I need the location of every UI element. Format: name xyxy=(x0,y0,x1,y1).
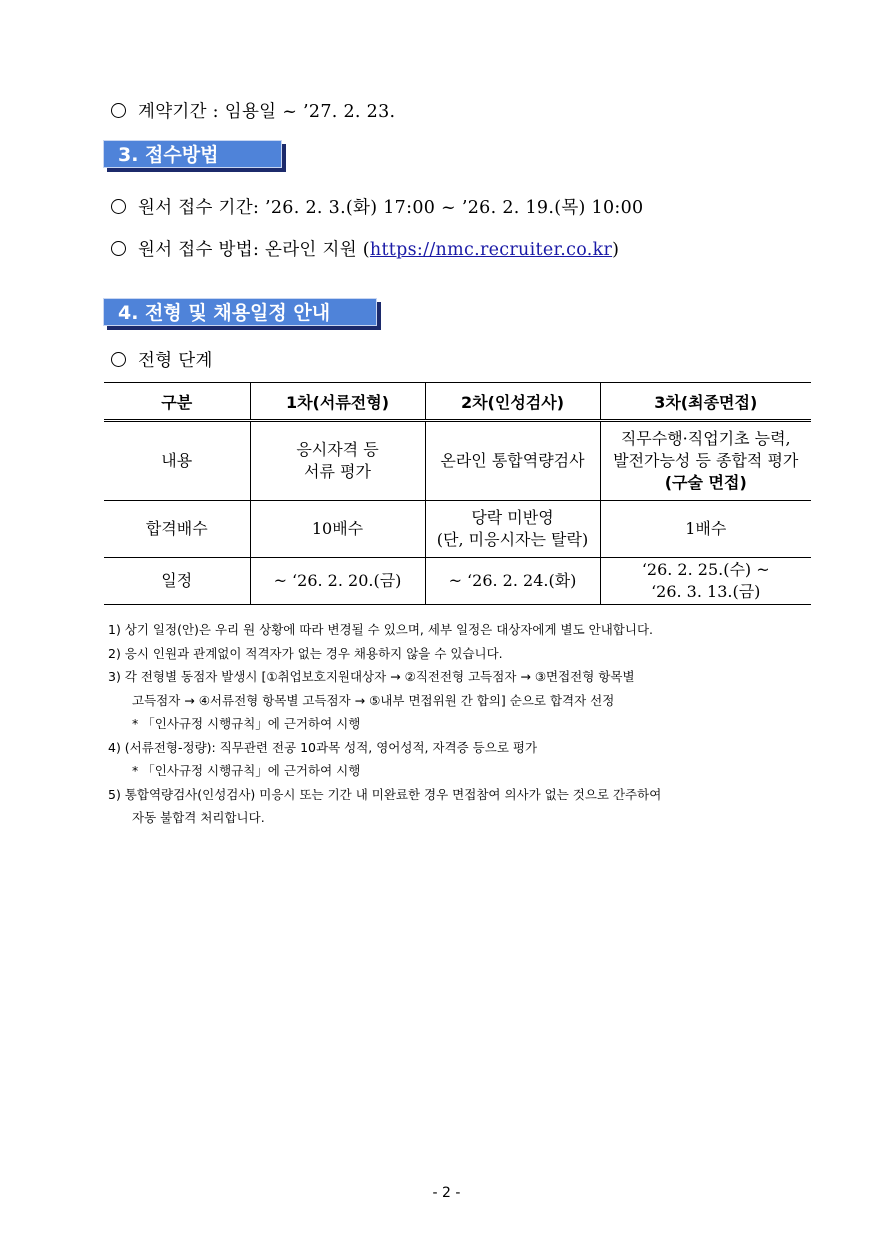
row-label-pass-ratio: 합격배수 xyxy=(104,501,250,558)
table-row xyxy=(104,501,811,558)
note-item: 4) (서류전형-정량): 직무관련 전공 10과목 성적, 영어성적, 자격증 등으로 평가 xyxy=(108,739,538,755)
cell-stage-1-ratio: 10배수 xyxy=(250,501,425,558)
header-stage-2: 2차(인성검사) xyxy=(425,383,600,421)
row-label-schedule: 일정 xyxy=(104,558,250,605)
table-header-row xyxy=(104,383,811,421)
section-4-title: 4. 전형 및 채용일정 안내 xyxy=(103,298,377,326)
note-item: 3) 각 전형별 동점자 발생시 [①취업보호지원대상자 → ②직전전형 고득점자 → ③면접전형 항목별 xyxy=(108,669,635,684)
table-row xyxy=(104,558,811,605)
note-item: 5) 통합역량검사(인성검사) 미응시 또는 기간 내 미완료한 경우 면접참여 의사가 없는 것으로 간주하여 xyxy=(108,786,662,802)
application-method-line: 원서 접수 방법: 온라인 지원 (https://nmc.recruiter.co.kr) xyxy=(111,236,619,261)
cell-stage-1-schedule: ~ ‘26. 2. 20.(금) xyxy=(250,558,425,605)
section-3-header xyxy=(103,140,286,170)
cell-stage-2-content: 온라인 통합역량검사 xyxy=(425,421,600,501)
header-stage-1: 1차(서류전형) xyxy=(250,383,425,421)
cell-stage-1-content: 응시자격 등 서류 평가 xyxy=(250,421,425,501)
header-stage-3: 3차(최종면접) xyxy=(600,383,811,421)
stages-label-line xyxy=(111,347,213,372)
section-3-title: 3. 접수방법 xyxy=(103,140,282,168)
section-4-header xyxy=(103,298,381,328)
note-item: 1) 상기 일정(안)은 우리 원 상황에 따라 변경될 수 있으며, 세부 일정은 대상자에게 별도 안내합니다. xyxy=(108,622,654,637)
circle-bullet-icon xyxy=(111,241,126,256)
notes-list xyxy=(108,618,818,830)
recruiter-link[interactable]: https://nmc.recruiter.co.kr xyxy=(369,240,613,260)
application-period-line xyxy=(111,194,643,219)
application-period-text: 원서 접수 기간: ’26. 2. 3.(화) 17:00 ~ ’26. 2. 19.(목) 10:00 xyxy=(138,198,644,218)
note-subitem: * 「인사규정 시행규칙」에 근거하여 시행 xyxy=(132,763,361,778)
header-category: 구분 xyxy=(104,383,250,421)
row-label-content: 내용 xyxy=(104,421,250,501)
cell-stage-2-schedule: ~ ‘26. 2. 24.(화) xyxy=(425,558,600,605)
cell-stage-3-ratio: 1배수 xyxy=(600,501,811,558)
page-number: - 2 - xyxy=(432,1185,461,1201)
cell-stage-3-schedule: ‘26. 2. 25.(수) ~ ‘26. 3. 13.(금) xyxy=(600,558,811,605)
note-item: 2) 응시 인원과 관계없이 적격자가 없는 경우 채용하지 않을 수 있습니다. xyxy=(108,645,503,661)
stages-label: 전형 단계 xyxy=(138,351,213,371)
circle-bullet-icon xyxy=(111,199,126,214)
note-item-continuation: 자동 불합격 처리합니다. xyxy=(132,810,265,825)
cell-stage-2-ratio: 당락 미반영 (단, 미응시자는 탈락) xyxy=(425,501,600,558)
note-subitem: * 「인사규정 시행규칙」에 근거하여 시행 xyxy=(132,716,361,731)
contract-period-text: 계약기간 : 임용일 ~ ’27. 2. 23. xyxy=(138,102,396,122)
cell-stage-3-content: 직무수행·직업기초 능력, 발전가능성 등 종합적 평가 (구술 면접) xyxy=(600,421,811,501)
contract-period-line xyxy=(111,98,395,123)
selection-stage-table xyxy=(104,382,811,605)
application-method-text: 원서 접수 방법: 온라인 지원 ( xyxy=(138,240,370,260)
circle-bullet-icon xyxy=(111,352,126,367)
note-item-continuation: 고득점자 → ④서류전형 항목별 고득점자 → ⑤내부 면접위원 간 합의] 순으로 합격자 선정 xyxy=(132,692,615,708)
table-row xyxy=(104,421,811,501)
circle-bullet-icon xyxy=(111,103,126,118)
